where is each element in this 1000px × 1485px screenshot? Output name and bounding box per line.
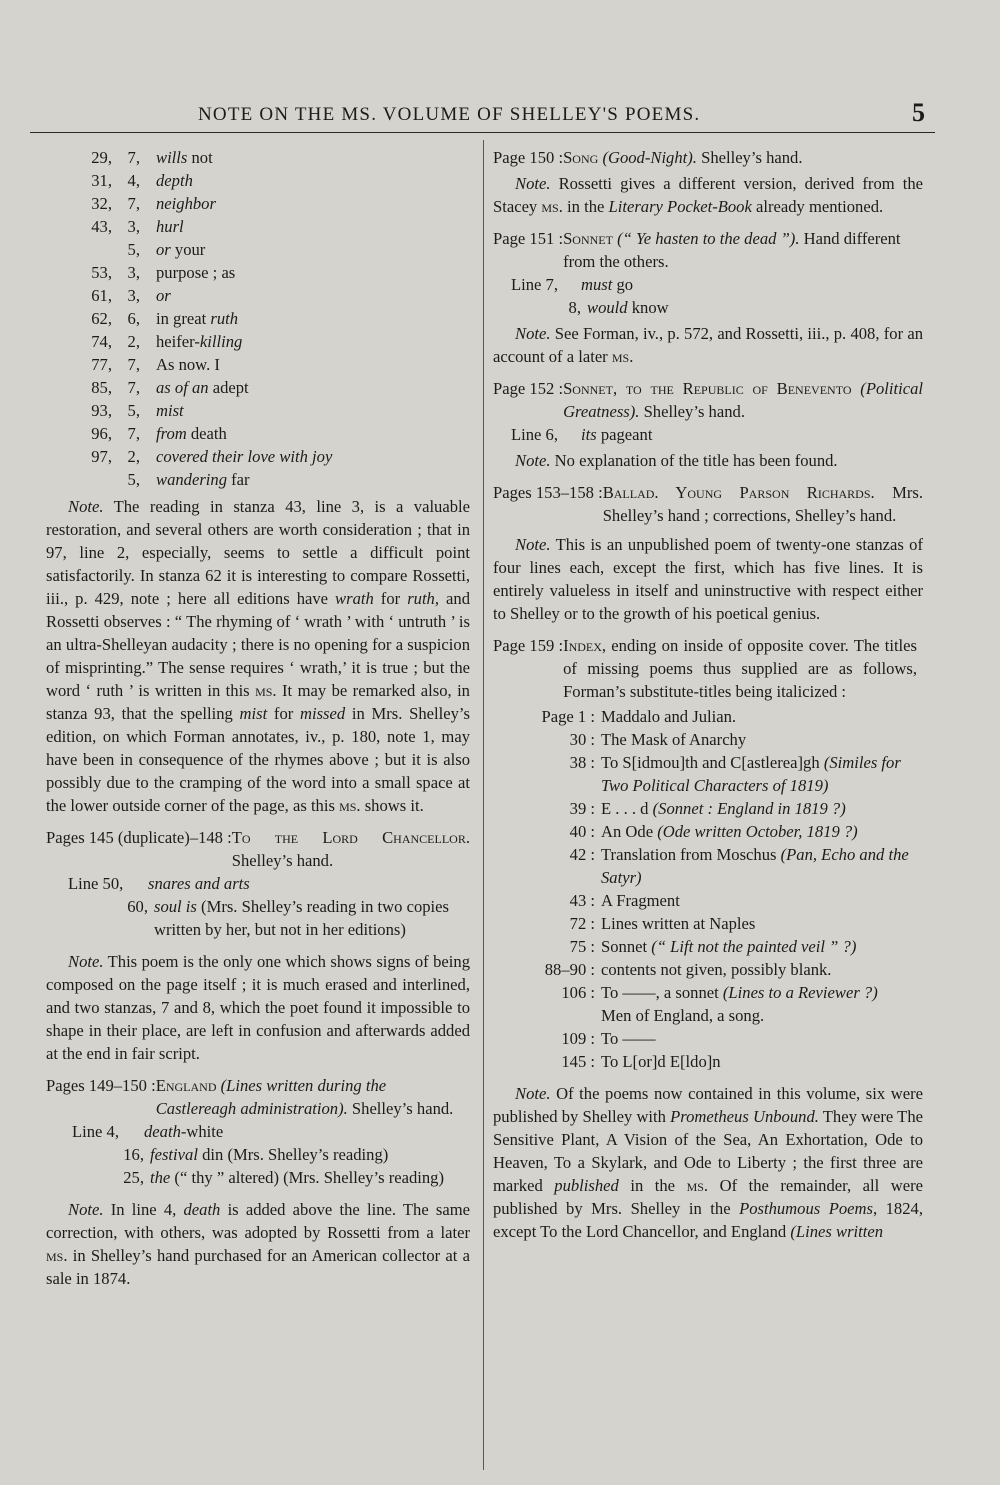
- line-variant: 16, festival din (Mrs. Shelley’s reading): [123, 1145, 389, 1164]
- line-variant: 60, soul is (Mrs. Shelley’s reading in two copies written by her, but not in her editions): [127, 897, 449, 939]
- entry-page-150: Page 150 : Song (Good-Night). Shelley’s hand.: [493, 148, 803, 167]
- right-column: [493, 146, 923, 1243]
- note-paragraph: Note. The reading in stanza 43, line 3, is a valuable restoration, and several others are worth consideration ; that in 97, line 2, especially, seems to settle a difficult point satisfactorily. In stanza 62 it is interesting to compare Rossetti, iii., p. 429, note ; here all editions have wrath for ruth, and Rossetti observes : “ The rhyming of ‘ wrath ’ with ‘ untruth ’ is an ultra-Shelleyan audacity ; there is no opening for a suspicion of misprinting.” The sense requires ‘ wrath,’ it is true ; but the word ‘ ruth ’ is written in this ms. It may be remarked also, in stanza 93, that the spelling mist for missed in Mrs. Shelley’s edition, on which Forman annotates, iv., p. 180, note 1, may have been in consequence of the rhymes above ; but it is also possibly due to the cramping of the word into a small space at the lower outside corner of the page, as this ms. shows it.: [46, 497, 470, 815]
- entry-pages-149-150: Pages 149–150 : England (Lines written during the Castlereagh administration). Shelley’s hand.: [46, 1076, 454, 1118]
- line-variant: Line 50, snares and arts: [68, 874, 250, 893]
- variant-row: 32, 7, neighbor: [91, 194, 216, 213]
- page-header: [30, 98, 935, 133]
- line-variant: Line 7, must go: [511, 275, 634, 294]
- index-entry: 43 : A Fragment: [569, 891, 680, 910]
- entry-page-151: Page 151 : Sonnet (“ Ye hasten to the dead ”). Hand different from the others.: [493, 229, 901, 271]
- line-variant: 8, would know: [568, 298, 669, 317]
- variant-row: 96, 7, from death: [91, 424, 227, 443]
- index-entry: 75 : Sonnet (“ Lift not the painted veil ” ?): [569, 937, 857, 956]
- index-entry: 109 : To ——: [561, 1029, 656, 1048]
- variant-row: 97, 2, covered their love with joy: [91, 447, 333, 466]
- page-number: 5: [912, 98, 925, 127]
- note-paragraph: Note. This is an unpublished poem of twenty-one stanzas of four lines each, except the first, which has five lines. It is entirely valueless in itself and uninstructive with respect either to Shelley or to the growth of his poetical genius.: [493, 535, 923, 623]
- variant-row: 85, 7, as of an adept: [91, 378, 249, 397]
- line-variant: Line 4, death-white: [72, 1122, 224, 1141]
- note-paragraph: Note. Of the poems now contained in this volume, six were published by Shelley with Prometheus Unbound. They were The Sensitive Plant, A Vision of the Sea, An Exhortation, Ode to Heaven, To a Skylark, and Ode to Liberty ; the first three are marked published in the ms. Of the remainder, all were published by Mrs. Shelley in the Posthumous Poems, 1824, except To the Lord Chancellor, and England (Lines written: [493, 1084, 924, 1241]
- index-entry: 38 : To S[idmou]th and C[astlerea]gh (Similes for Two Political Characters of 1819): [569, 753, 901, 795]
- index-entry: 72 : Lines written at Naples: [569, 914, 756, 933]
- variant-row: 61, 3, or: [91, 286, 171, 305]
- entry-page-159: Page 159 : Index, ending on inside of opposite cover. The titles of missing poems thus supplied are as follows, Forman’s substitute-titles being italicized :: [493, 636, 917, 701]
- index-entry: Men of England, a song.: [601, 1006, 765, 1025]
- note-paragraph: Note. In line 4, death is added above the line. The same correction, with others, was adopted by Rossetti from a later ms. in Shelley’s hand purchased for an American collector at a sale in 1874.: [46, 1200, 471, 1288]
- column-divider: [483, 140, 484, 1470]
- note-paragraph: Note. This poem is the only one which shows signs of being composed on the page itself ; it is much erased and interlined, and two stanzas, 7 and 8, which the poet found it impossible to shape in their place, are left in confusion and afterwards added at the end in fair script.: [46, 952, 470, 1063]
- variant-row: 93, 5, mist: [91, 401, 184, 420]
- left-column: [46, 146, 470, 1290]
- entry-pages-153-158: Pages 153–158 : Ballad. Young Parson Richards. Mrs. Shelley’s hand ; corrections, Shelley’s hand.: [493, 483, 923, 525]
- note-paragraph: Note. No explanation of the title has been found.: [515, 451, 838, 470]
- line-variant: Line 6, its pageant: [511, 425, 653, 444]
- index-entry: 42 : Translation from Moschus (Pan, Echo and the Satyr): [569, 845, 909, 887]
- entry-pages-145-148: Pages 145 (duplicate)–148 : To the Lord Chancellor. Shelley’s hand.: [46, 828, 470, 870]
- index-list: [493, 705, 923, 1073]
- index-entry: 145 : To L[or]d E[ldo]n: [561, 1052, 721, 1071]
- variant-row: 29, 7, wills not: [91, 148, 213, 167]
- index-entry: 39 : E . . . d (Sonnet : England in 1819 ?): [569, 799, 846, 818]
- variant-row: 5, or your: [127, 240, 206, 259]
- line-variant: 25, the (“ thy ” altered) (Mrs. Shelley’s reading): [123, 1168, 444, 1187]
- variant-row: 31, 4, depth: [91, 171, 193, 190]
- index-entry: 30 : The Mask of Anarchy: [569, 730, 747, 749]
- index-entry: 88–90 : contents not given, possibly blank.: [544, 960, 832, 979]
- variant-row: 5, wandering far: [127, 470, 250, 489]
- index-entry: 40 : An Ode (Ode written October, 1819 ?): [569, 822, 858, 841]
- index-entry: 106 : To ——, a sonnet (Lines to a Reviewer ?): [561, 983, 878, 1002]
- running-title: NOTE ON THE MS. VOLUME OF SHELLEY'S POEMS.: [198, 104, 701, 125]
- variant-readings-list: [46, 146, 470, 491]
- variant-row: 62, 6, in great ruth: [91, 309, 239, 328]
- note-paragraph: Note. Rossetti gives a different version, derived from the Stacey ms. in the Literary Pocket-Book already mentioned.: [493, 174, 923, 216]
- index-entry: Page 1 : Maddalo and Julian.: [541, 707, 737, 726]
- variant-row: 53, 3, purpose ; as: [91, 263, 236, 282]
- variant-row: 77, 7, As now. I: [91, 355, 220, 374]
- variant-row: 74, 2, heifer-killing: [91, 332, 243, 351]
- variant-row: 43, 3, hurl: [91, 217, 184, 236]
- entry-page-152: Page 152 : Sonnet, to the Republic of Benevento (Political Greatness). Shelley’s hand.: [493, 379, 923, 421]
- note-paragraph: Note. See Forman, iv., p. 572, and Rossetti, iii., p. 408, for an account of a later ms.: [493, 324, 923, 366]
